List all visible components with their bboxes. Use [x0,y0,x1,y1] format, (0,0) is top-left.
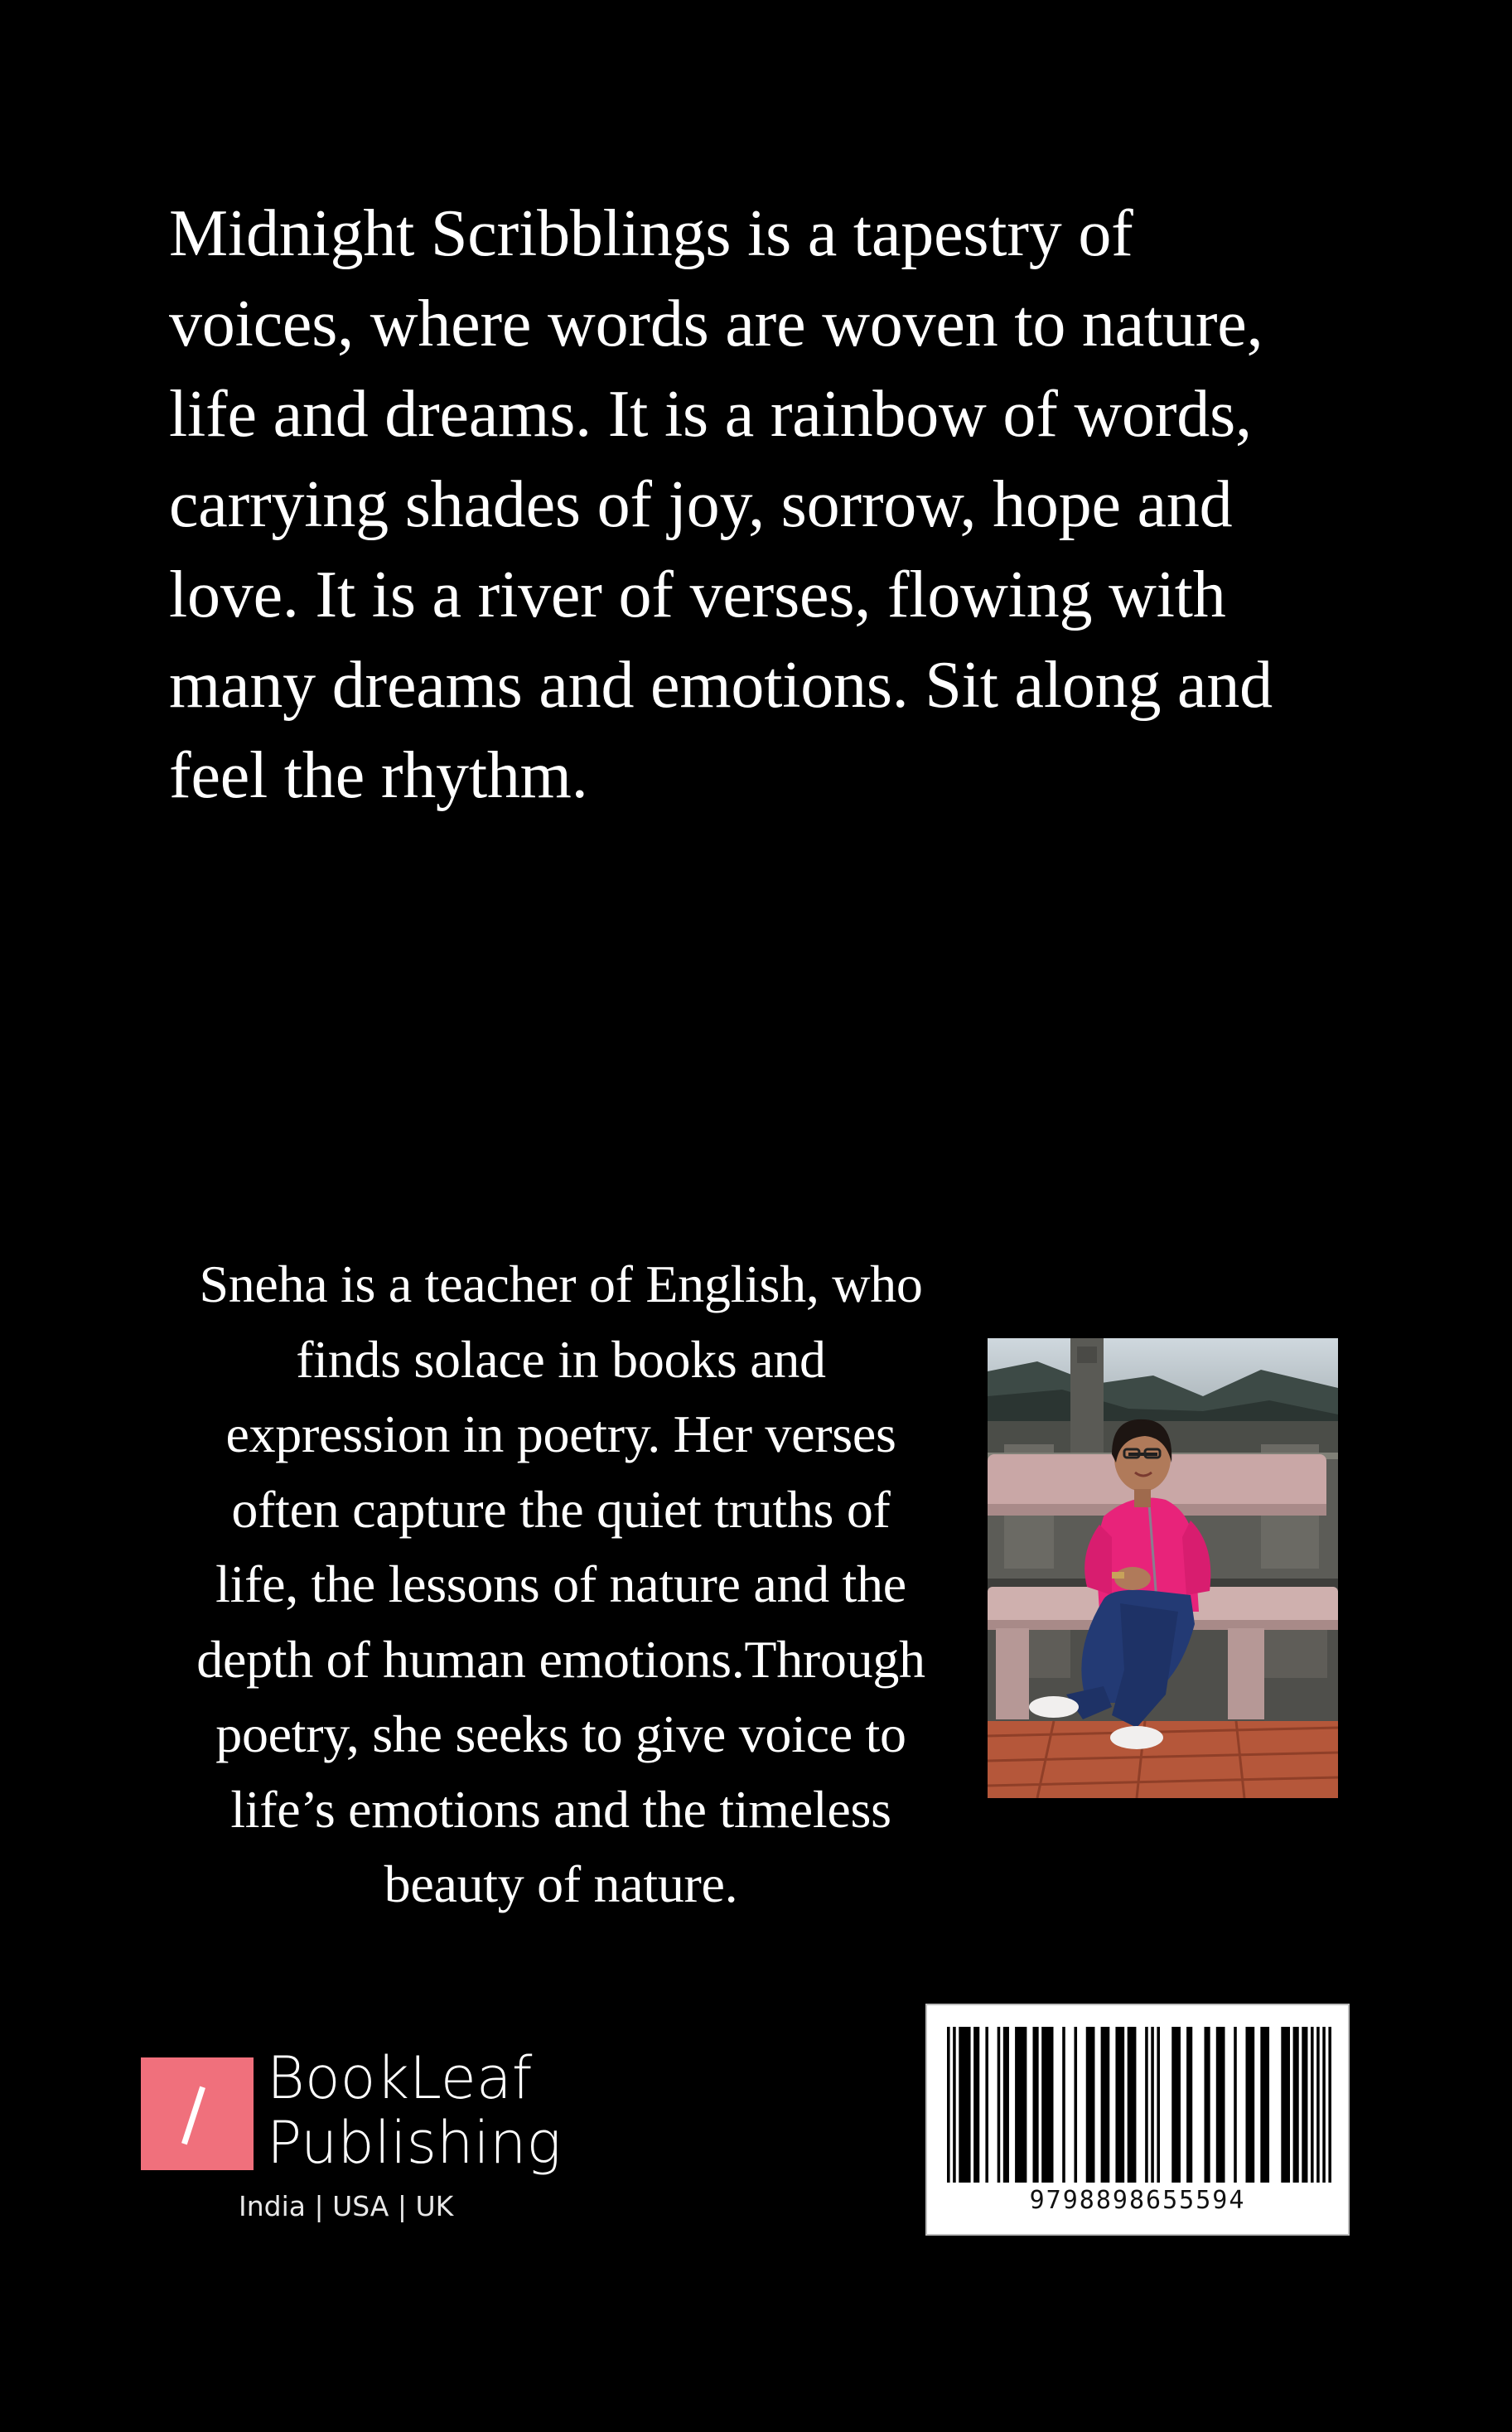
barcode-bar [1281,2027,1290,2183]
barcode-bar [1316,2027,1320,2183]
publisher-logo [141,2044,572,2233]
barcode-bar [1245,2027,1254,2183]
barcode-bar [1302,2027,1307,2183]
bio-line: life, the lessons of nature and the [215,1554,906,1613]
bio-line: poetry, she seeks to give voice to [215,1704,906,1763]
barcode-bar [1086,2027,1095,2183]
barcode-bar [1101,2027,1110,2183]
barcode-bar [1293,2027,1299,2183]
isbn-barcode [925,2004,1350,2236]
blurb-line: life and dreams. It is a rainbow of words, [169,378,1252,451]
publisher-name-line2: Publishing [267,2109,562,2177]
barcode-bar [1171,2027,1181,2183]
blurb-line: Midnight Scribblings is a tapestry of [169,197,1133,270]
isbn-number: 9798898655594 [1029,2186,1246,2215]
barcode-bar [1115,2027,1124,2183]
back-cover-blurb [169,189,1379,821]
bio-line: Sneha is a teacher of English, who [199,1255,923,1313]
barcode-bar [1216,2027,1225,2183]
barcode-bar [1186,2027,1192,2183]
author-bio [154,1247,968,1922]
barcode-bar [973,2027,979,2183]
bio-line: often capture the quiet truths of [231,1479,891,1539]
blurb-line: many dreams and emotions. Sit along and [169,649,1273,722]
publisher-name-line1: BookLeaf [267,2044,533,2112]
bio-line: depth of human emotions.Through [196,1629,925,1689]
blurb-line: carrying shades of joy, sorrow, hope and [169,468,1233,541]
bio-line: finds solace in books and [296,1329,826,1389]
barcode-bar [1062,2027,1065,2183]
barcode-bar [1205,2027,1210,2183]
barcode-bar [1157,2027,1160,2183]
barcode-bar [1015,2027,1027,2183]
barcode-bar [953,2027,956,2183]
barcode-bar [1328,2027,1331,2183]
publisher-regions: India | USA | UK [239,2190,454,2222]
blurb-line: feel the rhythm. [169,739,588,812]
barcode-bar [1260,2027,1269,2183]
bio-line: beauty of nature. [384,1854,738,1913]
author-photo [988,1338,1338,1798]
bookleaf-logo-icon [141,2057,254,2170]
barcode-bar [1322,2027,1326,2183]
barcode-bar [947,2027,950,2183]
barcode-bar [1003,2027,1009,2183]
barcode-bar [1234,2027,1237,2183]
barcode-bar [1311,2027,1314,2183]
barcode-bar [1033,2027,1039,2183]
barcode-bar [985,2027,988,2183]
blurb-line: voices, where words are woven to nature, [169,288,1263,360]
barcode-bar [1041,2027,1053,2183]
barcode-bars [947,2027,1331,2183]
barcode-bar [998,2027,1001,2183]
barcode-bar [1128,2027,1137,2183]
bio-line: expression in poetry. Her verses [225,1405,896,1463]
barcode-bar [1151,2027,1154,2183]
barcode-bar [1074,2027,1077,2183]
blurb-line: love. It is a river of verses, flowing with [169,558,1226,631]
barcode-bar [959,2027,970,2183]
bio-line: life’s emotions and the timeless [230,1779,891,1839]
publisher-name [267,2046,561,2175]
barcode-bar [1145,2027,1148,2183]
